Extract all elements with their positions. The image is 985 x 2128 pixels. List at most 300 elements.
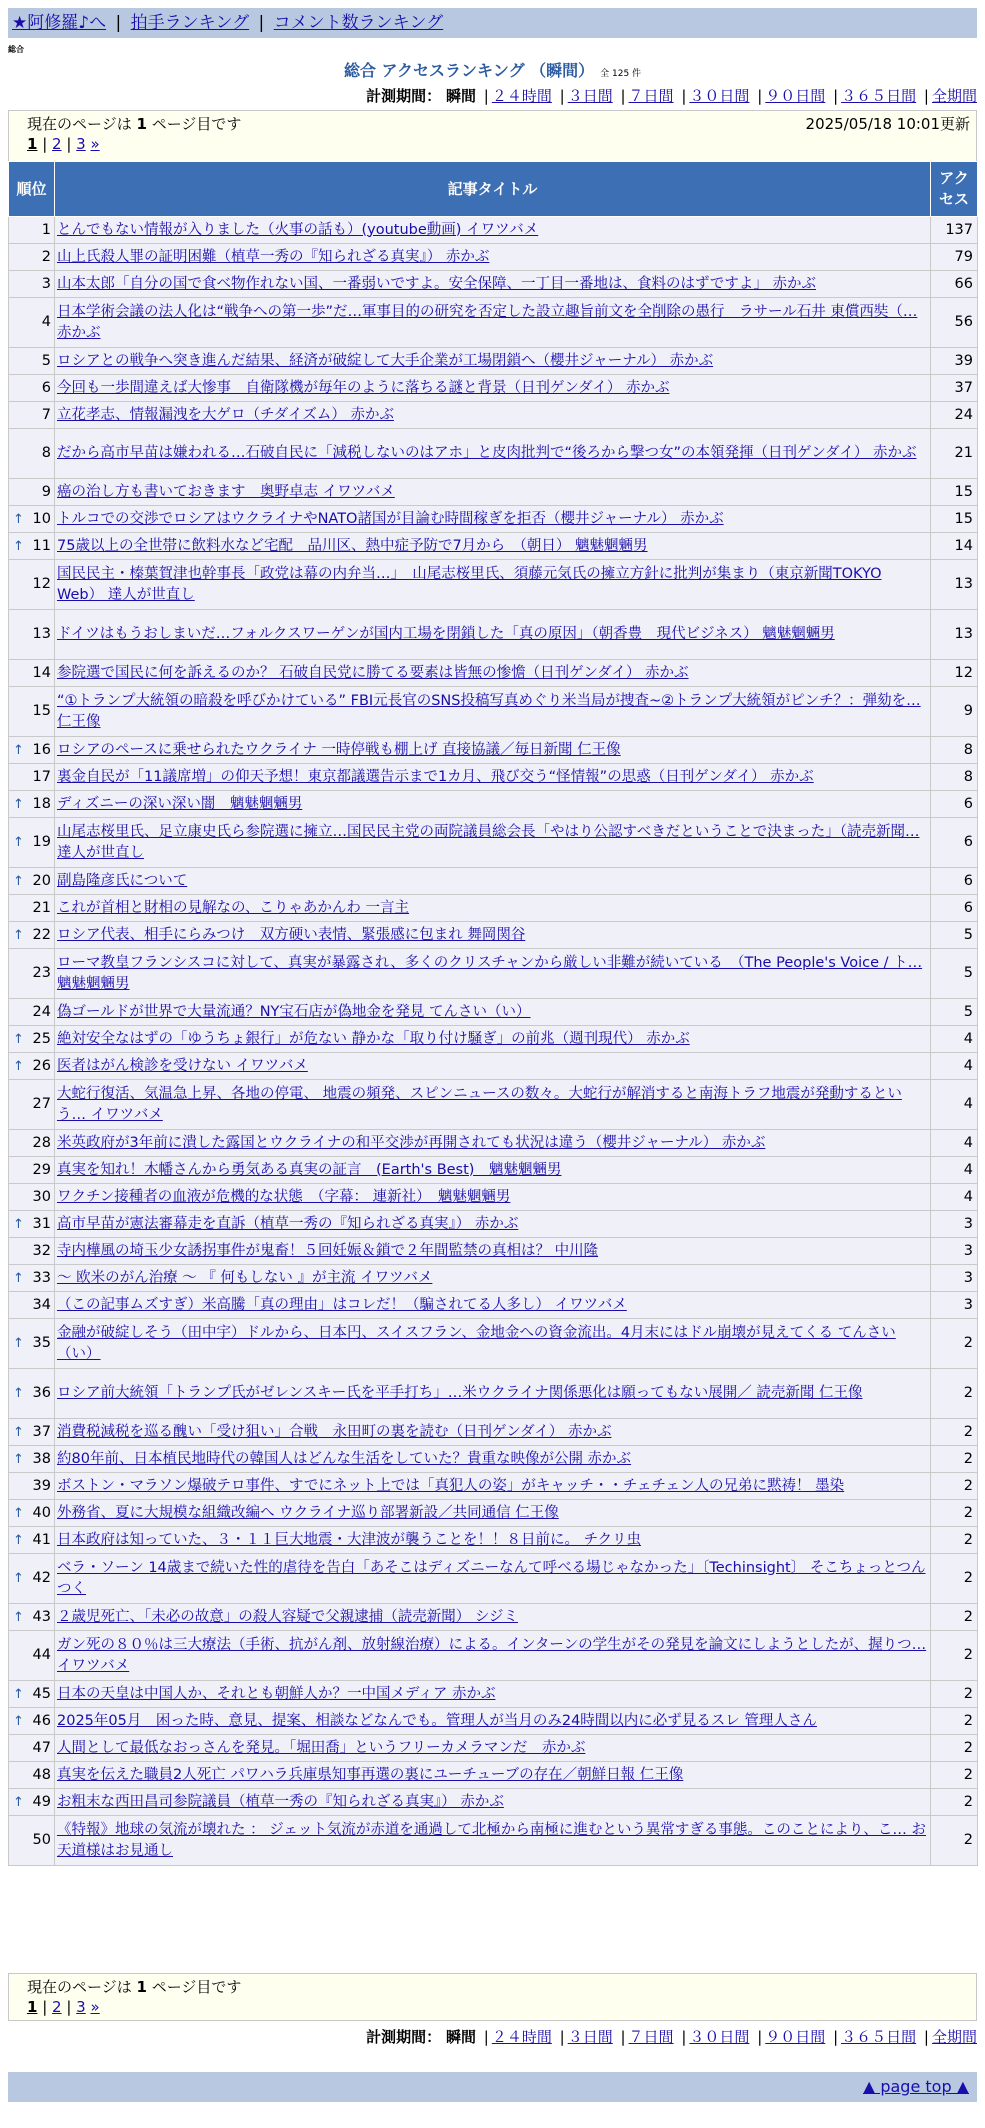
- clap-ranking-link[interactable]: 拍手ランキング: [130, 13, 250, 33]
- rank-up-arrow-icon: ↑: [13, 796, 24, 812]
- page-title: 総合 アクセスランキング （瞬間）: [343, 61, 595, 80]
- title-cell: [55, 1681, 931, 1708]
- total-count: 全 125 件: [600, 69, 642, 79]
- rank-cell: [9, 1157, 55, 1184]
- title-cell: [55, 791, 931, 818]
- article-link[interactable]: ワクチン接種者の血液が危機的な状態 （字幕： 連新社） 魑魅魍魎男: [57, 1188, 511, 1205]
- table-row: [9, 1473, 978, 1500]
- rank-cell: [9, 1292, 55, 1319]
- rank-up-arrow-icon: ↑: [13, 1424, 24, 1440]
- rank-up-arrow-icon: ↑: [13, 742, 24, 758]
- title-cell: [55, 560, 931, 610]
- period-90d[interactable]: ９０日間: [765, 87, 826, 105]
- access-count: 2: [931, 1604, 978, 1631]
- period-3d[interactable]: ３日間: [567, 2028, 613, 2046]
- rank-cell: [9, 1500, 55, 1527]
- access-count: 12: [931, 660, 978, 687]
- period-current: 瞬間: [445, 2028, 476, 2046]
- period-label: 計測期間：: [366, 2028, 442, 2046]
- rank-number: 3: [41, 275, 51, 292]
- title-cell: [55, 1762, 931, 1789]
- table-row: [9, 402, 978, 429]
- rank-number: 10: [32, 510, 51, 527]
- access-count: 4: [931, 1053, 978, 1080]
- pager-top: 1 | 2 | 3 »: [27, 135, 100, 153]
- access-count: 4: [931, 1130, 978, 1157]
- period-365d[interactable]: ３６５日間: [841, 2028, 917, 2046]
- rank-number: 2: [41, 248, 51, 265]
- article-link[interactable]: とんでもない情報が入りました（火事の話も）(youtube動画) イワツバメ: [57, 221, 539, 238]
- title-cell: [55, 922, 931, 949]
- title-cell: [55, 1157, 931, 1184]
- title-cell: [55, 348, 931, 375]
- title-cell: [55, 1026, 931, 1053]
- table-row: [9, 1419, 978, 1446]
- access-count: 4: [931, 1184, 978, 1211]
- article-link[interactable]: トルコでの交渉でロシアはウクライナやNATO諸国が目論む時間稼ぎを拒否（櫻井ジャーナル） 赤かぶ: [57, 510, 724, 527]
- title-cell: [55, 1500, 931, 1527]
- table-row: [9, 560, 978, 610]
- article-link[interactable]: ロシアのペースに乗せられたウクライナ 一時停戦も棚上げ 直接協議／毎日新聞 仁王像: [57, 741, 621, 758]
- article-link[interactable]: 真実を知れ！木幡さんから勇気ある真実の証言 (Earth's Best) 魑魅魍魎男: [57, 1161, 562, 1178]
- rank-up-arrow-icon: ↑: [13, 1031, 24, 1047]
- period-7d[interactable]: ７日間: [628, 87, 674, 105]
- home-link[interactable]: ★阿修羅♪へ: [12, 13, 107, 33]
- access-count: 8: [931, 737, 978, 764]
- table-row: [9, 818, 978, 868]
- rank-cell: [9, 298, 55, 348]
- rank-number: 25: [32, 1030, 51, 1047]
- access-count: 4: [931, 1026, 978, 1053]
- rank-up-arrow-icon: ↑: [13, 1270, 24, 1286]
- pager-next[interactable]: »: [90, 1998, 100, 2016]
- article-link[interactable]: これが首相と財相の見解なの、こりゃあかんわ 一言主: [57, 899, 410, 916]
- access-count: 2: [931, 1631, 978, 1681]
- table-row: [9, 217, 978, 244]
- category-label: 総合: [8, 45, 24, 54]
- article-link[interactable]: ロシア前大統領「トランプ氏がゼレンスキー氏を平手打ち」…米ウクライナ関係悪化は願ってもない展開／ 読売新聞 仁王像: [57, 1385, 863, 1401]
- pager-page-3[interactable]: 3: [76, 135, 86, 153]
- rank-number: 14: [32, 664, 51, 681]
- rank-number: 31: [32, 1215, 51, 1232]
- rank-number: 23: [32, 965, 51, 981]
- period-7d[interactable]: ７日間: [628, 2028, 674, 2046]
- period-365d[interactable]: ３６５日間: [841, 87, 917, 105]
- rank-number: 18: [32, 795, 51, 812]
- title-cell: [55, 895, 931, 922]
- rank-up-arrow-icon: ↑: [13, 1609, 24, 1625]
- article-link[interactable]: ドイツはもうおしまいだ…フォルクスワーゲンが国内工場を閉鎖した「真の原因」（朝香豊 現代ビジネス） 魑魅魍魎男: [57, 626, 835, 642]
- rank-cell: [9, 895, 55, 922]
- rank-number: 44: [32, 1647, 51, 1663]
- rank-cell: [9, 999, 55, 1026]
- period-selector-bottom: 計測期間： 瞬間 | ２４時間 | ３日間 | ７日間 | ３０日間 | ９０日間 | ３６５日間 | 全期間: [366, 2028, 977, 2046]
- article-link[interactable]: 医者はがん検診を受けない イワツバメ: [57, 1057, 308, 1074]
- rank-cell: [9, 687, 55, 737]
- table-row: [9, 895, 978, 922]
- rank-number: 26: [32, 1057, 51, 1074]
- article-link[interactable]: 日本の天皇は中国人か、それとも朝鮮人か？一中国メディア 赤かぶ: [57, 1685, 496, 1702]
- pager-page-2[interactable]: 2: [52, 1998, 62, 2016]
- rank-cell: [9, 1184, 55, 1211]
- table-row: [9, 1500, 978, 1527]
- rank-number: 50: [32, 1832, 51, 1848]
- access-count: 3: [931, 1238, 978, 1265]
- rank-number: 15: [32, 703, 51, 719]
- title-cell: [55, 479, 931, 506]
- rank-up-arrow-icon: ↑: [13, 835, 24, 850]
- table-row: [9, 737, 978, 764]
- rank-cell: [9, 660, 55, 687]
- title-cell: [55, 271, 931, 298]
- rank-number: 5: [41, 352, 51, 369]
- title-cell: [55, 610, 931, 660]
- rank-number: 21: [32, 899, 51, 916]
- header-access: アクセス: [931, 162, 978, 217]
- table-row: [9, 271, 978, 298]
- article-link[interactable]: 国民民主・榛葉賀津也幹事長「政党は幕の内弁当…」 山尾志桜里氏、須藤元気氏の擁立方針に批判が集まり（東京新聞TOKYO Web） 達人が世直し: [57, 565, 882, 603]
- table-row: [9, 429, 978, 479]
- rank-up-arrow-icon: ↑: [13, 1532, 24, 1548]
- table-row: [9, 922, 978, 949]
- rank-cell: [9, 533, 55, 560]
- access-count: 15: [931, 479, 978, 506]
- rank-up-arrow-icon: ↑: [13, 1336, 24, 1351]
- footer-bar: [8, 2072, 977, 2102]
- rank-number: 46: [32, 1712, 51, 1729]
- article-link[interactable]: 参院選で国民に何を訴えるのか？ 石破自民党に勝てる要素は皆無の惨憺（日刊ゲンダイ） 赤かぶ: [57, 664, 689, 681]
- table-row: [9, 1292, 978, 1319]
- rank-number: 11: [32, 537, 51, 554]
- title-cell: [55, 1554, 931, 1604]
- access-count: 2: [931, 1681, 978, 1708]
- title-cell: [55, 375, 931, 402]
- table-row: [9, 1319, 978, 1369]
- rank-cell: [9, 1816, 55, 1866]
- article-link[interactable]: ディズニーの深い深い闇 魑魅魍魎男: [57, 795, 303, 812]
- article-link[interactable]: 立花孝志、情報漏洩を大ゲロ（チダイズム） 赤かぶ: [57, 406, 394, 423]
- table-row: [9, 1157, 978, 1184]
- access-count: 79: [931, 244, 978, 271]
- access-count: 4: [931, 1157, 978, 1184]
- article-link[interactable]: 真実を伝えた職員2人死亡 パワハラ兵庫県知事再選の裏にユーチューブの存在／朝鮮日報 仁王像: [57, 1766, 684, 1783]
- header-rank: 順位: [9, 162, 55, 217]
- rank-up-arrow-icon: ↑: [13, 1794, 24, 1810]
- rank-up-arrow-icon: ↑: [13, 538, 24, 554]
- title-cell: [55, 999, 931, 1026]
- access-count: 3: [931, 1292, 978, 1319]
- table-row: [9, 1527, 978, 1554]
- rank-number: 45: [32, 1685, 51, 1702]
- article-link[interactable]: 外務省、夏に大規模な組織改編へ ウクライナ巡り部署新設／共同通信 仁王像: [57, 1504, 559, 1521]
- table-row: [9, 348, 978, 375]
- period-90d[interactable]: ９０日間: [765, 2028, 826, 2046]
- title-cell: [55, 244, 931, 271]
- rank-up-arrow-icon: ↑: [13, 1451, 24, 1467]
- updated-timestamp: 2025/05/18 10:01更新: [805, 115, 970, 133]
- rank-up-arrow-icon: ↑: [13, 1216, 24, 1232]
- article-link[interactable]: 大蛇行復活、気温急上昇、各地の停電、 地震の頻発、スピンニュースの数々。大蛇行が解消すると南海トラフ地震が発動するという… イワツバメ: [57, 1085, 902, 1123]
- rank-cell: [9, 1238, 55, 1265]
- rank-cell: [9, 764, 55, 791]
- title-cell: [55, 660, 931, 687]
- article-link[interactable]: ロシア代表、相手にらみつけ 双方硬い表情、緊張感に包まれ 舞岡関谷: [57, 926, 526, 943]
- page-info: 現在のページは 1 ページ目です: [27, 115, 242, 133]
- article-link[interactable]: （この記事ムズすぎ）米高騰「真の理由」はコレだ！（騙されてる人多し） イワツバメ: [57, 1296, 627, 1313]
- title-cell: [55, 1369, 931, 1419]
- rank-cell: [9, 818, 55, 868]
- rank-number: 32: [32, 1242, 51, 1259]
- title-cell: [55, 429, 931, 479]
- access-count: 2: [931, 1816, 978, 1866]
- nav-separator: |: [115, 13, 122, 33]
- rank-cell: [9, 429, 55, 479]
- article-link[interactable]: 金融が破綻しそう（田中宇）ドルから、日本円、スイスフラン、金地金への資金流出。4月末にはドル崩壊が見えてくる てんさい（い）: [57, 1324, 896, 1362]
- table-row: [9, 1238, 978, 1265]
- title-cell: [55, 1816, 931, 1866]
- table-row: [9, 1369, 978, 1419]
- rank-cell: [9, 737, 55, 764]
- pager-page-3[interactable]: 3: [76, 1998, 86, 2016]
- title-cell: [55, 1631, 931, 1681]
- access-count: 2: [931, 1319, 978, 1369]
- article-link[interactable]: 75歳以上の全世帯に飲料水など宅配 品川区、熱中症予防で7月から （朝日） 魑魅魍魎男: [57, 537, 648, 554]
- table-row: [9, 1053, 978, 1080]
- table-row: [9, 1631, 978, 1681]
- article-link[interactable]: ２歳児死亡、「未必の故意」の殺人容疑で父親逮捕（読売新聞） シジミ: [57, 1608, 518, 1625]
- table-row: [9, 949, 978, 999]
- comment-ranking-link[interactable]: コメント数ランキング: [273, 13, 444, 33]
- rank-cell: [9, 1735, 55, 1762]
- access-count: 6: [931, 868, 978, 895]
- table-row: [9, 764, 978, 791]
- access-count: 2: [931, 1735, 978, 1762]
- rank-number: 49: [32, 1793, 51, 1810]
- rank-number: 34: [32, 1296, 51, 1313]
- rank-number: 35: [32, 1335, 51, 1351]
- title-cell: [55, 1604, 931, 1631]
- rank-cell: [9, 1681, 55, 1708]
- rank-number: 4: [41, 314, 51, 330]
- article-link[interactable]: 約80年前、日本植民地時代の韓国人はどんな生活をしていた？貴重な映像が公開 赤かぶ: [57, 1450, 632, 1467]
- period-24h[interactable]: ２４時間: [491, 2028, 552, 2046]
- rank-up-arrow-icon: ↑: [13, 1386, 24, 1401]
- rank-number: 1: [41, 221, 51, 238]
- rank-cell: [9, 560, 55, 610]
- access-count: 9: [931, 687, 978, 737]
- article-link[interactable]: 日本学術会議の法人化は“戦争への第一歩”だ…軍事目的の研究を否定した設立趣旨前文を全削除の愚行 ラサール石井 東償西奘（… 赤かぶ: [57, 303, 918, 341]
- rank-cell: [9, 1473, 55, 1500]
- rank-cell: [9, 610, 55, 660]
- article-link[interactable]: 癌の治し方も書いておきます 奥野卓志 イワツバメ: [57, 483, 395, 500]
- title-cell: [55, 1473, 931, 1500]
- title-cell: [55, 1211, 931, 1238]
- rank-cell: [9, 244, 55, 271]
- rank-up-arrow-icon: ↑: [13, 1058, 24, 1074]
- article-link[interactable]: だから高市早苗は嫌われる…石破自民に「減税しないのはアホ」と皮肉批判で“後ろから撃つ女”の本領発揮（日刊ゲンダイ） 赤かぶ: [57, 445, 917, 461]
- page-info-box-bottom: [8, 1973, 977, 2021]
- pager-current: 1: [27, 1998, 38, 2016]
- table-row: [9, 1554, 978, 1604]
- table-row: [9, 687, 978, 737]
- nav-separator: |: [258, 13, 265, 33]
- article-link[interactable]: 山尾志桜里氏、足立康史氏ら参院選に擁立…国民民主党の両院議員総会長「やはり公認すべきだということで決まった」（読売新聞… 達人が世直し: [57, 823, 920, 861]
- title-cell: [55, 818, 931, 868]
- period-all[interactable]: 全期間: [931, 87, 977, 105]
- access-count: 4: [931, 1080, 978, 1130]
- top-nav-bar: [8, 8, 977, 38]
- rank-up-arrow-icon: ↑: [13, 927, 24, 943]
- period-current: 瞬間: [445, 87, 476, 105]
- access-count: 2: [931, 1789, 978, 1816]
- period-24h[interactable]: ２４時間: [491, 87, 552, 105]
- rank-cell: [9, 1080, 55, 1130]
- article-link[interactable]: 裏金自民が「11議席増」の仰天予想！東京都議選告示まで1カ月、飛び交う“怪情報”の思惑（日刊ゲンダイ） 赤かぶ: [57, 768, 814, 785]
- rank-number: 27: [32, 1096, 51, 1112]
- rank-number: 42: [32, 1570, 51, 1586]
- access-count: 5: [931, 999, 978, 1026]
- rank-cell: [9, 375, 55, 402]
- access-count: 5: [931, 922, 978, 949]
- article-link[interactable]: 《特報》地球の気流が壊れた ： ジェット気流が赤道を通過して北極から南極に進むという異常すぎる事態。このことにより、こ… お天道様はお見通し: [57, 1821, 927, 1859]
- title-cell: [55, 949, 931, 999]
- rank-up-arrow-icon: ↑: [13, 1686, 24, 1702]
- article-link[interactable]: ロシアとの戦争へ突き進んだ結果、経済が破綻して大手企業が工場閉鎖へ（櫻井ジャーナル） 赤かぶ: [57, 352, 714, 369]
- rank-up-arrow-icon: ↑: [13, 873, 24, 889]
- access-count: 56: [931, 298, 978, 348]
- rank-number: 48: [32, 1766, 51, 1783]
- rank-cell: [9, 1319, 55, 1369]
- article-link[interactable]: 絶対安全なはずの「ゆうちょ銀行」が危ない 静かな「取り付け騒ぎ」の前兆（週刊現代） 赤かぶ: [57, 1030, 690, 1047]
- article-link[interactable]: “①トランプ大統領の暗殺を呼びかけている” FBI元長官のSNS投稿写真めぐり米当局が捜査~②トランプ大統領がピンチ？：弾劾を… 仁王像: [57, 692, 921, 730]
- article-link[interactable]: ～ 欧米のがん治療 ～ 『 何もしない 』が主流 イワツバメ: [57, 1269, 433, 1286]
- pager-bottom: 1 | 2 | 3 »: [27, 1998, 100, 2016]
- article-link[interactable]: 2025年05月 困った時、意見、提案、相談などなんでも。管理人が当月のみ24時間以内に必ず見るスレ 管理人さん: [57, 1712, 817, 1729]
- rank-cell: [9, 1789, 55, 1816]
- period-30d[interactable]: ３０日間: [689, 87, 750, 105]
- rank-cell: [9, 348, 55, 375]
- access-count: 15: [931, 506, 978, 533]
- rank-cell: [9, 1369, 55, 1419]
- rank-number: 36: [32, 1385, 51, 1401]
- rank-number: 13: [32, 626, 51, 642]
- rank-number: 39: [32, 1477, 51, 1494]
- access-count: 137: [931, 217, 978, 244]
- rank-cell: [9, 1604, 55, 1631]
- article-link[interactable]: 今回も一歩間違えば大惨事 自衛隊機が毎年のように落ちる謎と背景（日刊ゲンダイ） 赤かぶ: [57, 379, 670, 396]
- title-cell: [55, 764, 931, 791]
- page-info: 現在のページは 1 ページ目です: [27, 1978, 242, 1996]
- article-link[interactable]: お粗末な西田昌司参院議員（植草一秀の『知られざる真実』） 赤かぶ: [57, 1793, 504, 1810]
- title-cell: [55, 506, 931, 533]
- access-count: 2: [931, 1446, 978, 1473]
- article-link[interactable]: 高市早苗が憲法審幕走を直訴（植草一秀の『知られざる真実』） 赤かぶ: [57, 1215, 519, 1232]
- article-link[interactable]: 寺内樺風の埼玉少女誘拐事件が鬼畜！５回妊娠＆鎖で２年間監禁の真相は？ 中川隆: [57, 1242, 599, 1259]
- period-3d[interactable]: ３日間: [567, 87, 613, 105]
- table-row: [9, 1604, 978, 1631]
- table-row: [9, 868, 978, 895]
- page-info-box-top: [8, 110, 977, 162]
- rank-up-arrow-icon: ↑: [13, 1713, 24, 1729]
- title-cell: [55, 1527, 931, 1554]
- rank-cell: [9, 217, 55, 244]
- access-count: 6: [931, 895, 978, 922]
- access-count: 37: [931, 375, 978, 402]
- access-count: 2: [931, 1708, 978, 1735]
- article-link[interactable]: 人間として最低なおっさんを発見。「堀田喬」というフリーカメラマンだ 赤かぶ: [57, 1739, 586, 1756]
- table-row: [9, 533, 978, 560]
- article-link[interactable]: ローマ教皇フランシスコに対して、真実が暴露され、多くのクリスチャンから厳しい非難が続いている （The People's Voice / ト… 魑魅魍魎男: [57, 954, 923, 992]
- period-30d[interactable]: ３０日間: [689, 2028, 750, 2046]
- access-count: 6: [931, 818, 978, 868]
- rank-number: 20: [32, 872, 51, 889]
- title-cell: [55, 217, 931, 244]
- period-selector-top: 計測期間： 瞬間 | ２４時間 | ３日間 | ７日間 | ３０日間 | ９０日間 | ３６５日間 | 全期間: [366, 87, 977, 105]
- access-count: 2: [931, 1473, 978, 1500]
- title-cell: [55, 1265, 931, 1292]
- rank-number: 19: [32, 834, 51, 850]
- rank-number: 7: [41, 406, 51, 423]
- article-link[interactable]: 消費税減税を巡る醜い「受け狙い」合戦 永田町の裏を読む（日刊ゲンダイ） 赤かぶ: [57, 1423, 612, 1440]
- pager-current: 1: [27, 135, 38, 153]
- rank-cell: [9, 1053, 55, 1080]
- access-count: 2: [931, 1419, 978, 1446]
- article-link[interactable]: 偽ゴールドが世界で大量流通？NY宝石店が偽地金を発見 てんさい（い）: [57, 1003, 531, 1020]
- rank-number: 30: [32, 1188, 51, 1205]
- table-row: [9, 1681, 978, 1708]
- article-link[interactable]: 日本政府は知っていた、３・１１巨大地震・大津波が襲うことを！！８日前に。 チクリ虫: [57, 1531, 642, 1548]
- pager-page-2[interactable]: 2: [52, 135, 62, 153]
- period-all[interactable]: 全期間: [931, 2028, 977, 2046]
- table-row: [9, 1130, 978, 1157]
- access-count: 13: [931, 610, 978, 660]
- article-link[interactable]: 山上氏殺人罪の証明困難（植草一秀の『知られざる真実』） 赤かぶ: [57, 248, 490, 265]
- access-count: 14: [931, 533, 978, 560]
- rank-number: 12: [32, 576, 51, 592]
- article-link[interactable]: 副島隆彦氏について: [57, 872, 188, 889]
- table-row: [9, 1735, 978, 1762]
- title-cell: [55, 868, 931, 895]
- rank-cell: [9, 1419, 55, 1446]
- access-count: 21: [931, 429, 978, 479]
- access-count: 2: [931, 1762, 978, 1789]
- article-link[interactable]: ベラ・ソーン 14歳まで続いた性的虐待を告白「あそこはディズニーなんて呼べる場じゃなかった」〔Techinsight〕 そこちょっとつんつく: [57, 1559, 926, 1597]
- rank-number: 16: [32, 741, 51, 758]
- rank-cell: [9, 271, 55, 298]
- article-link[interactable]: ボストン・マラソン爆破テロ事件、すでにネット上では「真犯人の姿」がキャッチ・・チェチェン人の兄弟に黙祷！ 墨染: [57, 1477, 845, 1494]
- table-row: [9, 1026, 978, 1053]
- table-row: [9, 479, 978, 506]
- table-row: [9, 506, 978, 533]
- table-row: [9, 375, 978, 402]
- rank-cell: [9, 479, 55, 506]
- access-count: 24: [931, 402, 978, 429]
- article-link[interactable]: 米英政府が3年前に潰した露国とウクライナの和平交渉が再開されても状況は違う（櫻井ジャーナル） 赤かぶ: [57, 1134, 766, 1151]
- article-link[interactable]: ガン死の８０％は三大療法（手術、抗がん剤、放射線治療）による。インターンの学生がその発見を論文にしようとしたが、握りつ… イワツバメ: [57, 1636, 927, 1674]
- title-cell: [55, 737, 931, 764]
- table-row: [9, 999, 978, 1026]
- pager-next[interactable]: »: [90, 135, 100, 153]
- article-link[interactable]: 山本太郎「自分の国で食べ物作れない国、一番弱いですよ。安全保障、一丁目一番地は、食料のはずですよ」 赤かぶ: [57, 275, 817, 292]
- rank-number: 8: [41, 445, 51, 461]
- access-count: 2: [931, 1369, 978, 1419]
- rank-number: 33: [32, 1269, 51, 1286]
- rank-cell: [9, 1762, 55, 1789]
- rank-cell: [9, 868, 55, 895]
- title-cell: [55, 1080, 931, 1130]
- rank-up-arrow-icon: ↑: [13, 1505, 24, 1521]
- page-top-link[interactable]: ▲ page top ▲: [862, 2077, 969, 2096]
